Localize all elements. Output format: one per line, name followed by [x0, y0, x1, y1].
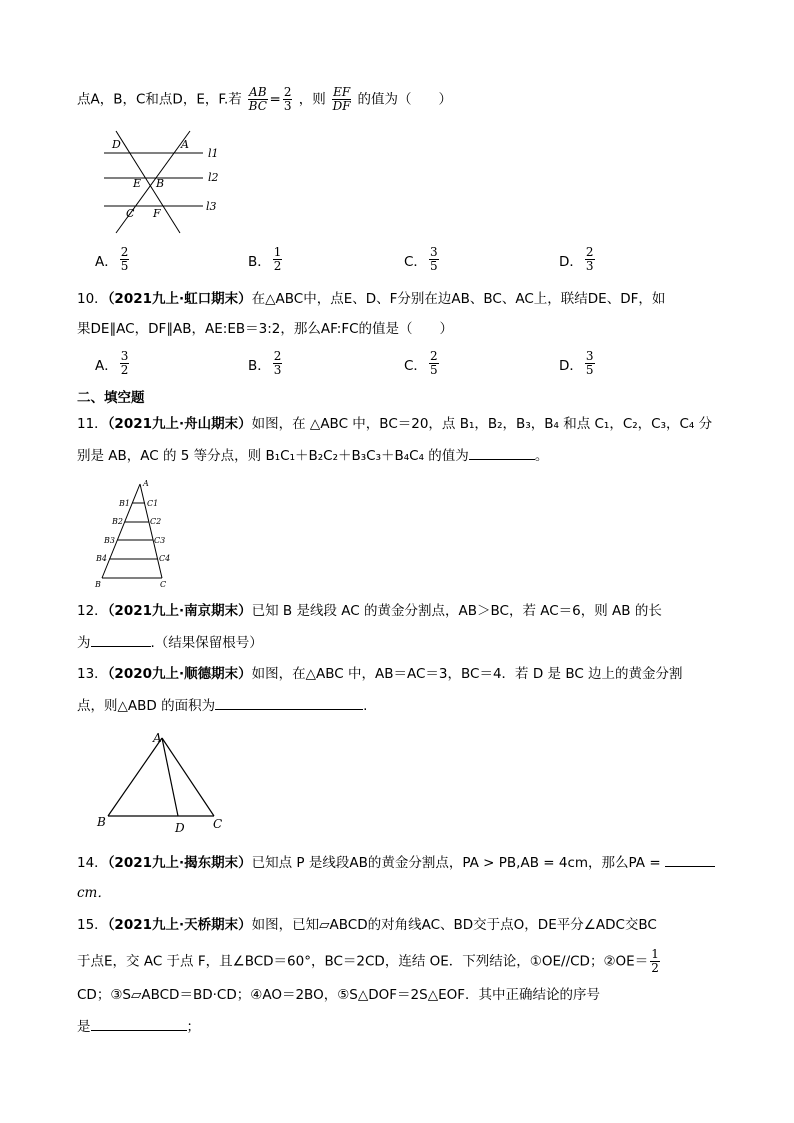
q9-stem: 点A，B，C和点D，E，F.若 $\frac{AB}{BC}$ = $\frac{2}{3}$ ，则 $\frac{EF}{DF}$ 的值为（ ）	[77, 85, 452, 113]
fraction-ef-df: $\frac{EF}{DF}$	[332, 85, 351, 113]
q11-figure	[88, 478, 178, 590]
label-l1: l1	[208, 147, 219, 160]
label-l3: l3	[206, 200, 217, 213]
svg-text:B2: B2	[112, 517, 123, 526]
q10-line1: 10．（2021九上·虹口期末）在△ABC中，点E、D、F分别在边AB、BC、AC上，联结DE、DF，如	[77, 291, 666, 307]
q15-line4: 是 ；	[77, 1016, 200, 1037]
label-A: A	[181, 138, 189, 151]
q15-line1: 15．（2021九上·天桥期末）如图，已知▱ABCD的对角线AC、BD交于点O，DE平分∠ADC交BC	[77, 917, 657, 933]
q11-line2: 别是 AB，AC 的 5 等分点，则 B₁C₁＋B₂C₂＋B₃C₃＋B₄C₄ 的值为 。	[77, 445, 548, 466]
q13-figure	[94, 728, 234, 834]
q10-option-a[interactable]: A． $\frac{3}{2}$	[95, 349, 129, 377]
q9-option-c[interactable]: C． $\frac{3}{5}$	[404, 245, 438, 273]
answer-blank[interactable]	[215, 695, 363, 710]
svg-text:C: C	[213, 817, 223, 831]
label-D: D	[112, 138, 121, 151]
q10-option-d[interactable]: D． $\frac{3}{5}$	[559, 349, 594, 377]
q15-line2: 于点E，交 AC 于点 F，且∠BCD＝60°，BC＝2CD，连结 OE．下列结论，①OE//CD；②OE＝ $\frac{1}{2}$	[77, 947, 659, 975]
answer-blank[interactable]	[91, 632, 151, 647]
svg-text:B1: B1	[119, 499, 130, 508]
q10-line2: 果DE∥AC，DF∥AB，AE:EB＝3:2，那么AF:FC的值是（ ）	[77, 321, 454, 337]
side-ab	[108, 738, 162, 816]
q10-option-b[interactable]: B． $\frac{2}{3}$	[248, 349, 282, 377]
label-E: E	[133, 177, 142, 190]
fraction-ab-bc: $\frac{AB}{BC}$	[248, 85, 267, 113]
q12-line2: 为 .（结果保留根号）	[77, 632, 263, 653]
svg-text:C: C	[160, 580, 167, 589]
q12-line1: 12．（2021九上·南京期末）已知 B 是线段 AC 的黄金分割点，AB＞BC，若 AC＝6，则 AB 的长	[77, 603, 662, 619]
svg-text:D: D	[175, 821, 185, 834]
section-title-fill-blank: 二、填空题	[77, 390, 145, 406]
answer-blank[interactable]	[665, 852, 715, 867]
fraction-2-3: $\frac{2}{3}$	[283, 85, 292, 113]
svg-text:B: B	[95, 580, 101, 589]
label-C: C	[126, 207, 135, 220]
answer-blank[interactable]	[469, 445, 535, 460]
answer-blank[interactable]	[91, 1016, 187, 1031]
q14-line2: cm．	[77, 885, 111, 901]
svg-text:C4: C4	[159, 554, 171, 563]
svg-text:C2: C2	[150, 517, 162, 526]
svg-text:B3: B3	[104, 536, 115, 545]
q9-figure	[98, 128, 228, 238]
label-l2: l2	[208, 171, 219, 184]
svg-text:B: B	[97, 815, 106, 829]
q9-option-b[interactable]: B． $\frac{1}{2}$	[248, 245, 282, 273]
q13-line1: 13．（2020九上·顺德期末）如图，在△ABC 中，AB＝AC＝3，BC＝4．若 D 是 BC 边上的黄金分割	[77, 666, 683, 682]
q9-option-a[interactable]: A． $\frac{2}{5}$	[95, 245, 129, 273]
label-F: F	[153, 207, 161, 220]
q9-option-d[interactable]: D． $\frac{2}{3}$	[559, 245, 594, 273]
q15-line3: CD；③S▱ABCD＝BD·CD；④AO＝2BO，⑤S△DOF＝2S△EOF．其中正确结论的序号	[77, 987, 600, 1003]
svg-text:A: A	[153, 731, 162, 745]
fraction-1-2: $\frac{1}{2}$	[651, 947, 659, 975]
q11-line1: 11．（2021九上·舟山期末）如图，在 △ABC 中，BC＝20，点 B₁，B₂，B₃，B₄ 和点 C₁，C₂，C₃，C₄ 分	[77, 416, 713, 432]
svg-text:A: A	[143, 479, 149, 488]
q14-line1: 14．（2021九上·揭东期末）已知点 P 是线段AB的黄金分割点，PA > PB,AB = 4cm，那么PA =	[77, 852, 715, 873]
q10-option-c[interactable]: C． $\frac{2}{5}$	[404, 349, 438, 377]
svg-text:B4: B4	[96, 554, 107, 563]
svg-text:C3: C3	[154, 536, 166, 545]
label-B: B	[156, 177, 165, 190]
q13-line2: 点，则△ABD 的面积为 .	[77, 695, 367, 716]
svg-text:C1: C1	[147, 499, 159, 508]
